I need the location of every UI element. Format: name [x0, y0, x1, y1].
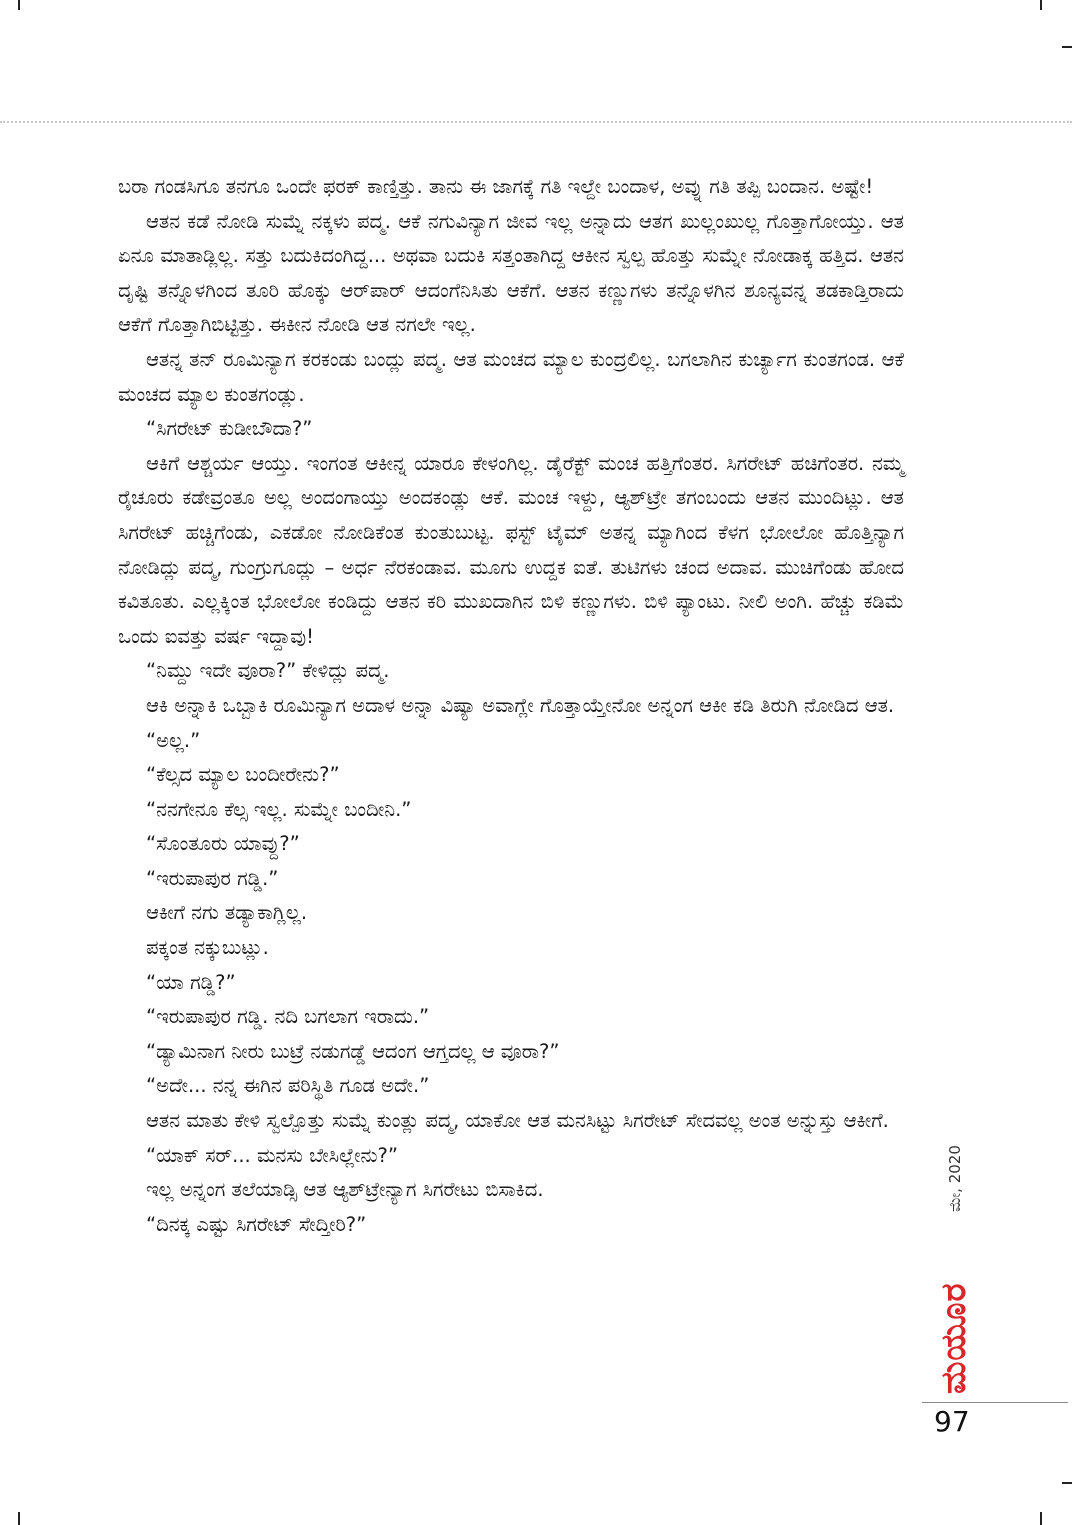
- article-paragraph: “ಸಿಗರೇಟ್ ಕುಡೀಬೌದಾ?”: [146, 417, 313, 441]
- article-paragraph: “ಇರುಪಾಪುರ ಗಡ್ಡಿ.”: [146, 866, 279, 890]
- article-paragraph: “ದಿನಕ್ಕ ಎಷ್ಟು ಸಿಗರೇಟ್ ಸೇದ್ತೀರಿ?”: [146, 1212, 367, 1236]
- issue-date: ಮೇ, 2020: [946, 1145, 964, 1212]
- folio-rule: [922, 1402, 1068, 1403]
- article-paragraph: “ನಿಮ್ದು ಇದೇ ವೂರಾ?” ಕೇಳಿದ್ಲು ಪದ್ಮ.: [146, 659, 390, 683]
- article-paragraph: ಆತನ ಮಾತು ಕೇಳಿ ಸ್ವಲ್ಪೊತ್ತು ಸುಮ್ನೆ ಕುಂತ್ಲು ಪದ್ಮ, ಯಾಕೋ ಆತ ಮನಸಿಟ್ಟು ಸಿಗರೇಟ್ ಸೇದವಲ್ಲ ಅಂತ ಅನ್ನುಸ್ತು ಆಕೀಗೆ.: [146, 1109, 889, 1133]
- article-body: [118, 170, 904, 1242]
- article-paragraph: ಆತನ್ನ ತನ್ ರೂಮಿನ್ಯಾಗ ಕರಕಂಡು ಬಂದ್ಲು ಪದ್ಮ. ಆತ ಮಂಚದ ಮ್ಯಾಲ ಕುಂದ್ರಲಿಲ್ಲ. ಬಗಲಾಗಿನ ಕುರ್ಚ್ಯಾಗ ಕುಂತಗಂಡ. ಆಕೆ ಮಂಚದ ಮ್ಯಾಲ ಕುಂತಗಂಡ್ಲು.: [118, 347, 904, 406]
- article-paragraph: “ಯಾ ಗಡ್ಡಿ?”: [146, 970, 236, 994]
- article-paragraph: “ಕೆಲ್ಸದ ಮ್ಯಾಲ ಬಂದೀರೇನು?”: [146, 763, 340, 787]
- article-paragraph: ಆತನ ಕಡೆ ನೋಡಿ ಸುಮ್ನೆ ನಕ್ಕಳು ಪದ್ಮ. ಆಕೆ ನಗುವಿನ್ಯಾಗ ಜೀವ ಇಲ್ಲ ಅನ್ನಾದು ಆತಗ ಖುಲ್ಲಂಖುಲ್ಲ ಗೊತ್ತಾಗೋಯ್ತು. ಆತ ಏನೂ ಮಾತಾಡ್ಲಿಲ್ಲ. ಸತ್ತು ಬದುಕಿದಂಗಿದ್ದ... ಅಥವಾ ಬದುಕಿ ಸತ್ತಂತಾಗಿದ್ದ ಆಕೀನ ಸ್ವಲ್ಪ ಹೊತ್ತು ಸುಮ್ನೇ ನೋಡಾಕ್ಕ ಹತ್ತಿದ. ಆತನ ದೃಷ್ಟಿ ತನ್ನೊಳಗಿಂದ ತೂರಿ ಹೊಕ್ಕು ಆರ್‌ಪಾರ್ ಆದಂಗೆನಿಸಿತು ಆಕೆಗೆ. ಆತನ ಕಣ್ಣುಗಳು ತನ್ನೊಳಗಿನ ಶೂನ್ಯವನ್ನ ತಡಕಾಡ್ತಿರಾದು ಆಕೆಗೆ ಗೊತ್ತಾಗಿಬಿಟ್ಟಿತ್ತು. ಈಕೀನ ನೋಡಿ ಆತ ನಗಲೇ ಇಲ್ಲ.: [118, 209, 904, 337]
- article-paragraph: ಆಕಿ ಅನ್ನಾಕಿ ಒಬ್ಬಾಕಿ ರೂಮಿನ್ಯಾಗ ಅದಾಳ ಅನ್ನಾ ವಿಷ್ಯಾ ಅವಾಗ್ಲೇ ಗೊತ್ತಾಯ್ತೇನೋ ಅನ್ನಂಗ ಆಕೀ ಕಡಿ ತಿರುಗಿ ನೋಡಿದ ಆತ.: [146, 693, 895, 717]
- article-paragraph: “ಡ್ಯಾಮಿನಾಗ ನೀರು ಬುಟ್ರೆ ನಡುಗಡ್ಡೆ ಆದಂಗ ಆಗ್ತದಲ್ಲ ಆ ವೂರಾ?”: [146, 1039, 560, 1063]
- page-number: 97: [934, 1405, 970, 1438]
- article-paragraph: “ಅದೇ... ನನ್ನ ಈಗಿನ ಪರಿಸ್ಥಿತಿ ಗೂಡ ಅದೇ.”: [146, 1074, 430, 1098]
- article-paragraph: ಇಲ್ಲ ಅನ್ನಂಗ ತಲೆಯಾಡ್ಸಿ ಆತ ಆ್ಯಶ್‌ಟ್ರೇನ್ಯಾಗ ಸಿಗರೇಟು ಬಿಸಾಕಿದ.: [146, 1178, 544, 1202]
- crop-mark-top-left: [18, 0, 20, 10]
- article-paragraph: “ನನಗೇನೂ ಕೆಲ್ಸ ಇಲ್ಲ. ಸುಮ್ನೇ ಬಂದೀನಿ.”: [146, 797, 412, 821]
- crop-mark-right-lower: [1062, 1482, 1072, 1484]
- article-paragraph: ಬರಾ ಗಂಡಸಿಗೂ ತನಗೂ ಒಂದೇ ಫರಕ್ ಕಾಣ್ತಿತ್ತು. ತಾನು ಈ ಜಾಗಕ್ಕೆ ಗತಿ ಇಲ್ದೇ ಬಂದಾಳ, ಅವ್ನು ಗತಿ ತಪ್ಪಿ ಬಂದಾನ. ಅಷ್ಟೇ!: [118, 175, 874, 198]
- article-paragraph: ಪಕ್ಕಂತ ನಕ್ಕುಬುಟ್ಲು.: [146, 936, 269, 960]
- magazine-logo: ಮಯೂರ: [934, 1282, 974, 1394]
- crop-mark-bottom-right: [1040, 1512, 1042, 1525]
- crop-mark-top-right: [1040, 0, 1042, 10]
- article-paragraph: “ಸೊಂತೂರು ಯಾವ್ದು?”: [146, 832, 300, 856]
- crop-mark-bottom-left: [18, 1512, 20, 1525]
- crop-mark-right-upper: [1062, 46, 1072, 48]
- header-dotted-rule: [0, 121, 1072, 123]
- article-paragraph: “ಯಾಕ್ ಸರ್... ಮನಸು ಬೇಸಿಲ್ಲೇನು?”: [146, 1143, 399, 1167]
- article-paragraph: ಆಕಿಗೆ ಆಶ್ಚರ್ಯ ಆಯ್ತು. ಇಂಗಂತ ಆಕೀನ್ನ ಯಾರೂ ಕೇಳಂಗಿಲ್ಲ. ಡೈರೆಕ್ಟ್ ಮಂಚ ಹತ್ತಿಗೆಂತರ. ಸಿಗರೇಟ್ ಹಚಿಗೆಂತರ. ನಮ್ಮ ರೈಚೂರು ಕಡೇವ್ರಂತೂ ಅಲ್ಲ ಅಂದಂಗಾಯ್ತು ಅಂದಕಂಡ್ಲು ಆಕೆ. ಮಂಚ ಇಳ್ದು, ಆ್ಯಶ್‌ಟ್ರೇ ತಗಂಬಂದು ಆತನ ಮುಂದಿಟ್ಲು. ಆತ ಸಿಗರೇಟ್ ಹಚ್ಚಿಗೆಂಡು, ಎಕಡೋ ನೋಡಿಕೆಂತ ಕುಂತುಬುಟ್ಟ. ಫಸ್ಟ್ ಟೈಮ್ ಅತನ್ನ ಮ್ಯಾಗಿಂದ ಕೆಳಗ ಭೋಲೋ ಹೊತ್ತಿನ್ಯಾಗ ನೋಡಿದ್ಲು ಪದ್ಮ, ಗುಂಗ್ರುಗೂದ್ಲು – ಅರ್ಧ ನೆರಕಂಡಾವ. ಮೂಗು ಉದ್ದಕ ಐತೆ. ತುಟಿಗಳು ಚಂದ ಅದಾವ. ಮುಚಿಗೆಂಡು ಹೋದ ಕವಿತೂತು. ಎಲ್ಲಕ್ಕಿಂತ ಭೋಲೋ ಕಂಡಿದ್ದು ಆತನ ಕರಿ ಮುಖದಾಗಿನ ಬಿಳಿ ಕಣ್ಣುಗಳು. ಬಿಳಿ ಪ್ಯಾಂಟು. ನೀಲಿ ಅಂಗಿ. ಹೆಚ್ಚು ಕಡಿಮೆ ಒಂದು ಐವತ್ತು ವರ್ಷ ಇದ್ದಾವು!: [118, 451, 904, 648]
- article-paragraph: “ಅಲ್ಲ.”: [146, 728, 201, 752]
- article-paragraph: ಆಕೀಗೆ ನಗು ತಡ್ಯಾಕಾಗ್ಲಿಲ್ಲ.: [146, 901, 308, 925]
- article-paragraph: “ಇರುಪಾಪುರ ಗಡ್ಡಿ. ನದಿ ಬಗಲಾಗ ಇರಾದು.”: [146, 1005, 430, 1029]
